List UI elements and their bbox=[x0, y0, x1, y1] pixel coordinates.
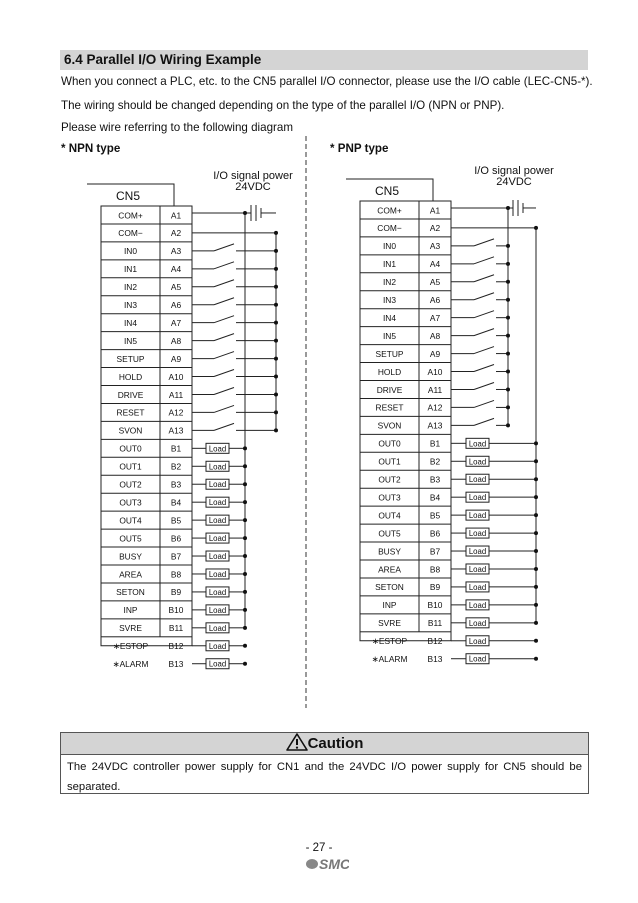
pin-signal-name: ∗ESTOP bbox=[112, 641, 149, 652]
load-label: Load bbox=[468, 529, 487, 539]
caution-text: The 24VDC controller power supply for CN1 and the 24VDC I/O power supply for CN5 should be separated. bbox=[67, 761, 582, 793]
pin-number: A4 bbox=[170, 264, 182, 275]
pin-signal-name: OUT2 bbox=[119, 479, 142, 490]
load-label: Load bbox=[468, 582, 487, 592]
load-label: Load bbox=[468, 457, 487, 467]
pin-number: A9 bbox=[429, 348, 441, 359]
input-switch bbox=[192, 405, 278, 414]
input-switch bbox=[192, 387, 278, 396]
pin-signal-name: DRIVE bbox=[376, 384, 403, 395]
pin-number: B7 bbox=[170, 551, 182, 562]
load-label: Load bbox=[208, 605, 227, 615]
pin-number: A10 bbox=[168, 371, 184, 382]
caution-header bbox=[61, 733, 588, 755]
svg-text:SMC: SMC bbox=[319, 856, 349, 872]
load-label: Load bbox=[208, 623, 227, 633]
pin-number: B13 bbox=[427, 654, 443, 665]
pin-number: A3 bbox=[170, 246, 182, 257]
pin-signal-name: HOLD bbox=[377, 366, 402, 377]
pin-signal-name: OUT5 bbox=[378, 528, 401, 539]
page-number: - 27 - bbox=[305, 842, 333, 854]
input-switch bbox=[192, 262, 278, 271]
caution-box bbox=[60, 732, 589, 794]
pin-signal-name: OUT4 bbox=[378, 510, 401, 521]
pin-signal-name: ∗ESTOP bbox=[371, 636, 408, 647]
pin-number: B3 bbox=[170, 479, 182, 490]
pin-signal-name: IN5 bbox=[123, 335, 138, 346]
battery-symbol bbox=[513, 200, 523, 216]
pin-signal-name: AREA bbox=[378, 564, 401, 575]
pin-number: B1 bbox=[429, 438, 441, 449]
load-label: Load bbox=[208, 587, 227, 597]
pin-signal-name: OUT4 bbox=[119, 515, 142, 526]
pin-number: A13 bbox=[168, 425, 184, 436]
pin-signal-name: INP bbox=[123, 605, 138, 616]
pin-signal-name: IN3 bbox=[382, 295, 397, 306]
connector-label: CN5 bbox=[116, 189, 141, 203]
pin-number: B4 bbox=[429, 492, 441, 503]
warning-icon bbox=[286, 733, 308, 751]
npn-wiring-diagram bbox=[87, 170, 293, 669]
npn-type-label: * NPN type bbox=[61, 142, 121, 155]
input-switch bbox=[451, 347, 510, 356]
pin-signal-name: SVON bbox=[118, 425, 143, 436]
pin-signal-name: ∗ALARM bbox=[112, 659, 149, 670]
pin-number: A4 bbox=[429, 259, 441, 270]
pin-signal-name: OUT2 bbox=[378, 474, 401, 485]
pin-number: B10 bbox=[427, 600, 443, 611]
pin-signal-name: IN4 bbox=[123, 317, 138, 328]
pin-signal-name: OUT0 bbox=[378, 438, 401, 449]
input-switch bbox=[192, 280, 278, 289]
power-voltage: 24VDC bbox=[235, 181, 271, 193]
pin-signal-name: SVON bbox=[377, 420, 402, 431]
load-label: Load bbox=[208, 569, 227, 579]
load-label: Load bbox=[208, 516, 227, 526]
power-label: I/O signal power bbox=[474, 165, 554, 177]
pin-number: A12 bbox=[427, 402, 443, 413]
pin-signal-name: IN1 bbox=[382, 259, 397, 270]
pin-number: A11 bbox=[168, 389, 184, 400]
pin-signal-name: OUT5 bbox=[119, 533, 142, 544]
pin-number: B8 bbox=[429, 564, 441, 575]
pin-signal-name: BUSY bbox=[378, 546, 401, 557]
input-switch bbox=[192, 334, 278, 343]
load-label: Load bbox=[468, 618, 487, 628]
input-switch bbox=[192, 244, 278, 253]
pin-signal-name: IN5 bbox=[382, 330, 397, 341]
load-label: Load bbox=[208, 480, 227, 490]
power-voltage: 24VDC bbox=[496, 176, 532, 188]
pin-number: B6 bbox=[170, 533, 182, 544]
load-label: Load bbox=[468, 654, 487, 664]
pin-number: B2 bbox=[170, 461, 182, 472]
pin-number: B1 bbox=[170, 443, 182, 454]
pin-signal-name: COM+ bbox=[377, 205, 402, 216]
pin-signal-name: IN3 bbox=[123, 300, 138, 311]
pin-signal-name: RESET bbox=[116, 407, 145, 418]
load-label: Load bbox=[208, 552, 227, 562]
pin-signal-name: SETON bbox=[375, 582, 404, 593]
load-label: Load bbox=[468, 475, 487, 485]
load-label: Load bbox=[468, 511, 487, 521]
input-switch bbox=[451, 239, 510, 248]
intro-paragraph-3: Please wire referring to the following diagram bbox=[61, 121, 293, 134]
pin-signal-name: OUT1 bbox=[378, 456, 401, 467]
pin-number: B11 bbox=[168, 623, 184, 634]
pin-number: A5 bbox=[170, 282, 182, 293]
load-label: Load bbox=[468, 493, 487, 503]
input-switch bbox=[451, 275, 510, 284]
load-label: Load bbox=[468, 439, 487, 449]
smc-logo bbox=[305, 856, 349, 877]
input-switch bbox=[451, 329, 510, 338]
pin-number: A5 bbox=[429, 277, 441, 288]
load-label: Load bbox=[208, 444, 227, 454]
pnp-wiring-diagram bbox=[346, 165, 554, 664]
pin-signal-name: SETUP bbox=[375, 348, 404, 359]
pin-signal-name: INP bbox=[382, 600, 397, 611]
pin-signal-name: RESET bbox=[375, 402, 404, 413]
pin-number: B4 bbox=[170, 497, 182, 508]
caution-title: Caution bbox=[307, 735, 364, 752]
pin-number: B2 bbox=[429, 456, 441, 467]
pin-signal-name: ∗ALARM bbox=[371, 654, 408, 665]
pin-number: B9 bbox=[429, 582, 441, 593]
input-switch bbox=[192, 423, 278, 432]
input-switch bbox=[451, 382, 510, 391]
pin-number: A3 bbox=[429, 241, 441, 252]
load-label: Load bbox=[468, 547, 487, 557]
pin-number: A2 bbox=[170, 228, 182, 239]
pin-number: B3 bbox=[429, 474, 441, 485]
load-label: Load bbox=[208, 641, 227, 651]
pin-signal-name: IN1 bbox=[123, 264, 138, 275]
pin-signal-name: SETON bbox=[116, 587, 145, 598]
load-label: Load bbox=[208, 498, 227, 508]
pin-number: A13 bbox=[427, 420, 443, 431]
pin-signal-name: HOLD bbox=[118, 371, 143, 382]
load-label: Load bbox=[208, 659, 227, 669]
input-switch bbox=[192, 298, 278, 307]
input-switch bbox=[451, 293, 510, 302]
pin-signal-name: OUT3 bbox=[119, 497, 142, 508]
pin-number: A6 bbox=[170, 300, 182, 311]
pin-number: A12 bbox=[168, 407, 184, 418]
pnp-type-label: * PNP type bbox=[330, 142, 389, 155]
pin-number: A7 bbox=[170, 317, 182, 328]
input-switch bbox=[451, 365, 510, 374]
pin-signal-name: AREA bbox=[119, 569, 142, 580]
pin-signal-name: OUT3 bbox=[378, 492, 401, 503]
pin-number: B12 bbox=[427, 636, 443, 647]
section-title: 6.4 Parallel I/O Wiring Example bbox=[60, 50, 588, 70]
pin-number: A2 bbox=[429, 223, 441, 234]
pin-number: B6 bbox=[429, 528, 441, 539]
input-switch bbox=[451, 311, 510, 320]
pin-signal-name: IN4 bbox=[382, 312, 397, 323]
intro-paragraph-1: When you connect a PLC, etc. to the CN5 parallel I/O connector, please use the I/O cable (LEC-CN5-*). bbox=[61, 75, 593, 88]
pin-number: A6 bbox=[429, 295, 441, 306]
pin-signal-name: BUSY bbox=[119, 551, 142, 562]
load-label: Load bbox=[208, 462, 227, 472]
pin-signal-name: SVRE bbox=[378, 618, 401, 629]
pin-number: A1 bbox=[429, 205, 441, 216]
input-switch bbox=[451, 400, 510, 409]
pin-signal-name: IN0 bbox=[123, 246, 138, 257]
pin-number: A1 bbox=[170, 210, 182, 221]
pin-signal-name: IN2 bbox=[123, 282, 138, 293]
pin-signal-name: SVRE bbox=[119, 623, 142, 634]
pin-signal-name: IN2 bbox=[382, 277, 397, 288]
pin-number: B10 bbox=[168, 605, 184, 616]
pin-number: B8 bbox=[170, 569, 182, 580]
pin-number: B9 bbox=[170, 587, 182, 598]
pin-signal-name: OUT0 bbox=[119, 443, 142, 454]
pin-number: A10 bbox=[427, 366, 443, 377]
pin-number: A7 bbox=[429, 312, 441, 323]
load-label: Load bbox=[468, 564, 487, 574]
load-label: Load bbox=[208, 534, 227, 544]
pin-signal-name: COM− bbox=[377, 223, 402, 234]
input-switch bbox=[451, 418, 510, 427]
pin-number: A8 bbox=[170, 335, 182, 346]
pin-signal-name: OUT1 bbox=[119, 461, 142, 472]
pin-signal-name: COM+ bbox=[118, 210, 143, 221]
battery-symbol bbox=[251, 205, 261, 221]
pin-signal-name: COM− bbox=[118, 228, 143, 239]
pin-number: B12 bbox=[168, 641, 184, 652]
pin-signal-name: SETUP bbox=[116, 353, 145, 364]
pin-number: B11 bbox=[427, 618, 443, 629]
pin-number: B5 bbox=[170, 515, 182, 526]
pin-number: A8 bbox=[429, 330, 441, 341]
input-switch bbox=[451, 257, 510, 266]
pin-number: B5 bbox=[429, 510, 441, 521]
input-switch bbox=[192, 352, 278, 361]
input-switch bbox=[192, 370, 278, 379]
pin-number: B7 bbox=[429, 546, 441, 557]
load-label: Load bbox=[468, 600, 487, 610]
pin-number: A9 bbox=[170, 353, 182, 364]
connector-label: CN5 bbox=[375, 184, 400, 198]
load-label: Load bbox=[468, 636, 487, 646]
input-switch bbox=[192, 316, 278, 325]
intro-paragraph-2: The wiring should be changed depending on the type of the parallel I/O (NPN or PNP). bbox=[61, 99, 505, 112]
power-label: I/O signal power bbox=[213, 170, 293, 182]
pin-signal-name: DRIVE bbox=[117, 389, 144, 400]
pin-signal-name: IN0 bbox=[382, 241, 397, 252]
pin-number: B13 bbox=[168, 659, 184, 670]
pin-number: A11 bbox=[427, 384, 443, 395]
